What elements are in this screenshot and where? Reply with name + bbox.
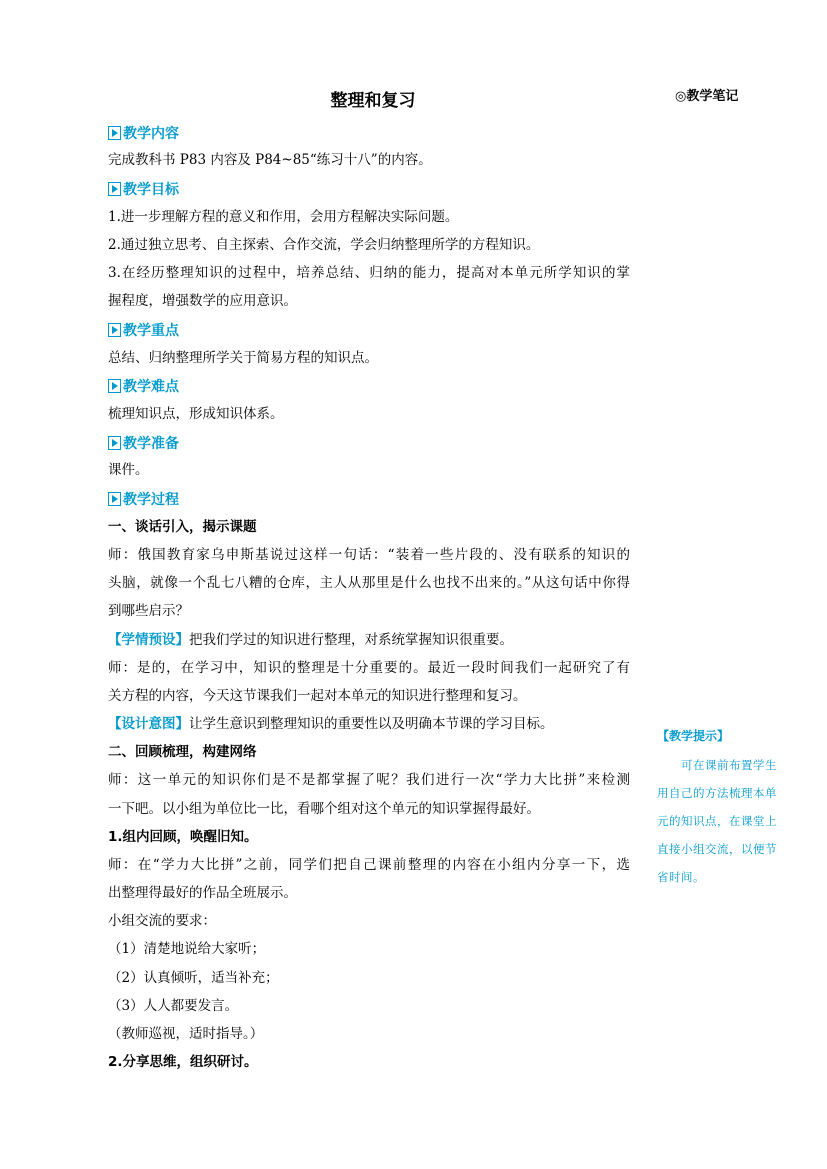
section-heading-preparation: 教学准备	[108, 433, 179, 453]
paragraph-line: 头脑，就像一个乱七八糟的仓库，主人从那里是什么也找不出来的。”从这句话中你得	[108, 575, 630, 591]
play-icon	[108, 323, 121, 337]
paragraph-line: 到哪些启示？	[108, 603, 189, 619]
intent-paragraph: 【设计意图】让学生意识到整理知识的重要性以及明确本节课的学习目标。	[108, 716, 554, 732]
goal-item: 3.在经历整理知识的过程中，培养总结、归纳的能力，提高对本单元所学知识的掌	[108, 265, 630, 281]
requirement-item: （1）清楚地说给大家听；	[108, 941, 266, 957]
section-heading-key-points: 教学重点	[108, 320, 179, 340]
preset-tag: 【学情预设】	[108, 632, 189, 648]
teaching-notes-label: ◎教学笔记	[675, 89, 739, 104]
goal-item: 2.通过独立思考、自主探索、合作交流，学会归纳整理所学的方程知识。	[108, 237, 540, 253]
play-icon	[108, 379, 121, 393]
play-icon	[108, 126, 121, 140]
section-heading-goals: 教学目标	[108, 179, 179, 199]
intent-tag: 【设计意图】	[108, 716, 189, 732]
requirement-item: （3）人人都要发言。	[108, 998, 239, 1014]
paragraph-line: 师：俄国教育家乌申斯基说过这样一句话：“装着一些片段的、没有联系的知识的	[108, 547, 630, 563]
teacher-note: （教师巡视，适时指导。）	[108, 1026, 264, 1042]
difficulties-text: 梳理知识点，形成知识体系。	[108, 406, 284, 422]
teaching-tip-text: 可在课前布置学生用自己的方法梳理本单元的知识点，在课堂上直接小组交流，以便节省时间。	[657, 758, 777, 884]
paragraph-line: 师：在“学力大比拼”之前，同学们把自己课前整理的内容在小组内分享一下，选	[108, 857, 630, 873]
step-title: 1.组内回顾，唤醒旧知。	[108, 829, 258, 845]
page-title: 整理和复习	[330, 91, 416, 111]
preparation-text: 课件。	[108, 462, 149, 478]
paragraph-line: 一下吧。以小组为单位比一比，看哪个组对这个单元的知识掌握得最好。	[108, 801, 540, 817]
requirement-item: （2）认真倾听，适当补充；	[108, 970, 279, 986]
key-points-text: 总结、归纳整理所学关于简易方程的知识点。	[108, 350, 378, 366]
play-icon	[108, 182, 121, 196]
part-title: 二、回顾梳理，构建网络	[108, 744, 257, 760]
paragraph-line: 出整理得最好的作品全班展示。	[108, 885, 297, 901]
goal-item: 1.进一步理解方程的意义和作用，会用方程解决实际问题。	[108, 209, 459, 225]
requirements-title: 小组交流的要求：	[108, 913, 216, 929]
section-heading-content: 教学内容	[108, 123, 179, 143]
section-heading-difficulties: 教学难点	[108, 376, 179, 396]
section-heading-process: 教学过程	[108, 489, 179, 509]
preset-paragraph: 【学情预设】把我们学过的知识进行整理，对系统掌握知识很重要。	[108, 632, 513, 648]
part-title: 一、谈话引入，揭示课题	[108, 519, 257, 535]
paragraph-line: 师：是的，在学习中，知识的整理是十分重要的。最近一段时间我们一起研究了有	[108, 660, 630, 676]
play-icon	[108, 436, 121, 450]
teaching-tip-heading: 【教学提示】	[657, 729, 730, 743]
goal-item: 握程度，增强数学的应用意识。	[108, 293, 297, 309]
content-text: 完成教科书 P83 内容及 P84~85“练习十八”的内容。	[108, 152, 432, 168]
paragraph-line: 师：这一单元的知识你们是不是都掌握了呢？我们进行一次“学力大比拼”来检测	[108, 772, 630, 788]
play-icon	[108, 492, 121, 506]
step-title: 2.分享思维，组织研讨。	[108, 1054, 258, 1070]
paragraph-line: 关方程的内容，今天这节课我们一起对本单元的知识进行整理和复习。	[108, 688, 527, 704]
